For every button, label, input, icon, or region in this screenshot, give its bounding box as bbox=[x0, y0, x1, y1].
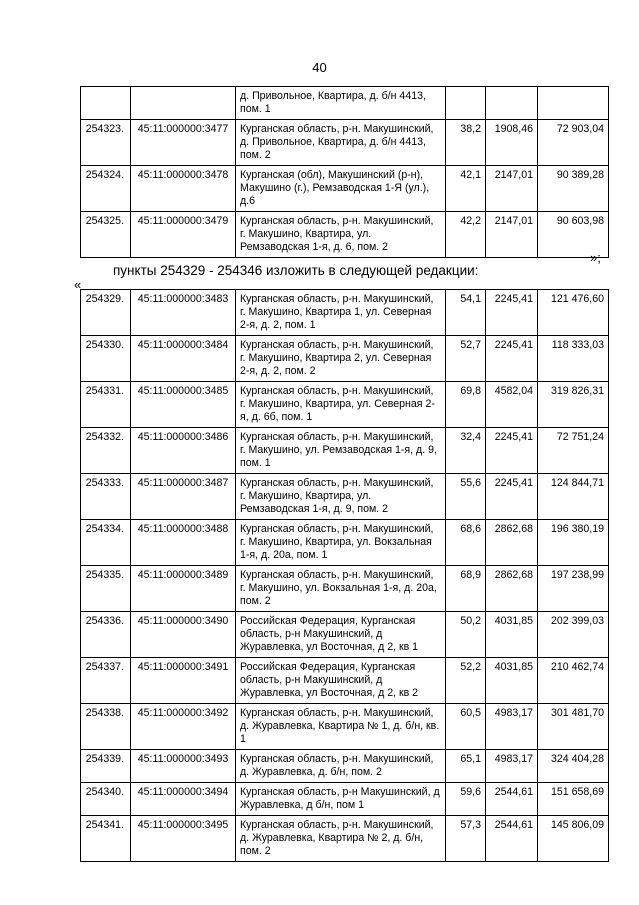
area-cell: 38,2 bbox=[446, 120, 486, 166]
cadastral-number-cell: 45:11:000000:3486 bbox=[131, 428, 236, 474]
item-number-cell: 254334. bbox=[81, 520, 131, 566]
cadastral-value-cell: 210 462,74 bbox=[538, 658, 609, 704]
cadastral-number-cell bbox=[131, 87, 236, 120]
area-cell bbox=[446, 87, 486, 120]
cadastral-number-cell: 45:11:000000:3491 bbox=[131, 658, 236, 704]
cadastral-number-cell: 45:11:000000:3490 bbox=[131, 612, 236, 658]
table-row bbox=[81, 428, 609, 474]
unit-cost-cell bbox=[486, 87, 538, 120]
address-cell: Курганская область, р-н. Макушинский, д. Журавлевка, Квартира № 1, д. б/н, кв. 1 bbox=[236, 704, 446, 750]
unit-cost-cell: 4983,17 bbox=[486, 750, 538, 783]
table-row bbox=[81, 750, 609, 783]
cadastral-number-cell: 45:11:000000:3495 bbox=[131, 816, 236, 862]
cadastral-value-cell: 151 658,69 bbox=[538, 783, 609, 816]
cadastral-value-cell: 197 238,99 bbox=[538, 566, 609, 612]
table-row bbox=[81, 87, 609, 120]
cadastral-number-cell: 45:11:000000:3494 bbox=[131, 783, 236, 816]
cadastral-value-cell: 145 806,09 bbox=[538, 816, 609, 862]
area-cell: 68,9 bbox=[446, 566, 486, 612]
unit-cost-cell: 2862,68 bbox=[486, 566, 538, 612]
item-number-cell: 254340. bbox=[81, 783, 131, 816]
area-cell: 42,1 bbox=[446, 166, 486, 212]
property-table-continued bbox=[80, 86, 609, 258]
cadastral-value-cell: 301 481,70 bbox=[538, 704, 609, 750]
item-number-cell: 254330. bbox=[81, 336, 131, 382]
table-row bbox=[81, 336, 609, 382]
closing-quote-mark: »; bbox=[590, 250, 601, 265]
unit-cost-cell: 2245,41 bbox=[486, 336, 538, 382]
opening-quote-mark: « bbox=[74, 277, 82, 292]
item-number-cell: 254338. bbox=[81, 704, 131, 750]
address-cell: Курганская область, р-н. Макушинский, г. Макушино, Квартира, ул. Ремзаводская 1-я, д. 6, пом. 2 bbox=[236, 212, 446, 258]
table-row bbox=[81, 212, 609, 258]
address-cell: Курганская область, р-н. Макушинский, д. Журавлевка, Квартира № 2, д. б/н, пом. 2 bbox=[236, 816, 446, 862]
area-cell: 55,6 bbox=[446, 474, 486, 520]
cadastral-number-cell: 45:11:000000:3479 bbox=[131, 212, 236, 258]
item-number-cell: 254332. bbox=[81, 428, 131, 474]
item-number-cell: 254323. bbox=[81, 120, 131, 166]
amendment-instruction: пункты 254329 - 254346 изложить в следующей редакции: bbox=[113, 263, 479, 278]
cadastral-number-cell: 45:11:000000:3489 bbox=[131, 566, 236, 612]
cadastral-value-cell: 196 380,19 bbox=[538, 520, 609, 566]
cadastral-value-cell: 124 844,71 bbox=[538, 474, 609, 520]
address-cell: Российская Федерация, Курганская область, р-н Макушинский, д Журавлевка, ул Восточная, д 2, кв 1 bbox=[236, 612, 446, 658]
area-cell: 52,2 bbox=[446, 658, 486, 704]
item-number-cell: 254329. bbox=[81, 290, 131, 336]
address-cell: Курганская область, р-н. Макушинский, г. Макушино, ул. Ремзаводская 1-я, д. 9, пом. 1 bbox=[236, 428, 446, 474]
table-row bbox=[81, 566, 609, 612]
cadastral-value-cell: 202 399,03 bbox=[538, 612, 609, 658]
area-cell: 59,6 bbox=[446, 783, 486, 816]
address-cell: Курганская область, р-н. Макушинский, д. Привольное, Квартира, д. б/н 4413, пом. 2 bbox=[236, 120, 446, 166]
item-number-cell: 254341. bbox=[81, 816, 131, 862]
address-cell: Курганская область, р-н. Макушинский, г. Макушино, Квартира 2, ул. Северная 2-я, д. 2, пом. 2 bbox=[236, 336, 446, 382]
item-number-cell: 254336. bbox=[81, 612, 131, 658]
page-number: 40 bbox=[312, 60, 327, 75]
unit-cost-cell: 1908,46 bbox=[486, 120, 538, 166]
area-cell: 42,2 bbox=[446, 212, 486, 258]
property-table-new-edition bbox=[80, 289, 609, 862]
table-row bbox=[81, 382, 609, 428]
table-row bbox=[81, 783, 609, 816]
unit-cost-cell: 2862,68 bbox=[486, 520, 538, 566]
cadastral-number-cell: 45:11:000000:3484 bbox=[131, 336, 236, 382]
item-number-cell: 254324. bbox=[81, 166, 131, 212]
table-row bbox=[81, 120, 609, 166]
area-cell: 60,5 bbox=[446, 704, 486, 750]
cadastral-value-cell: 72 751,24 bbox=[538, 428, 609, 474]
unit-cost-cell: 2147,01 bbox=[486, 166, 538, 212]
address-cell: д. Привольное, Квартира, д. б/н 4413, пом. 1 bbox=[236, 87, 446, 120]
cadastral-number-cell: 45:11:000000:3487 bbox=[131, 474, 236, 520]
area-cell: 54,1 bbox=[446, 290, 486, 336]
cadastral-number-cell: 45:11:000000:3488 bbox=[131, 520, 236, 566]
cadastral-value-cell bbox=[538, 87, 609, 120]
unit-cost-cell: 2245,41 bbox=[486, 428, 538, 474]
unit-cost-cell: 2544,61 bbox=[486, 783, 538, 816]
unit-cost-cell: 4031,85 bbox=[486, 612, 538, 658]
address-cell: Курганская область, р-н. Макушинский, д. Журавлевка, д. б/н, пом. 2 bbox=[236, 750, 446, 783]
address-cell: Курганская (обл), Макушинский (р-н), Макушино (г.), Ремзаводская 1-Я (ул.), д.6 bbox=[236, 166, 446, 212]
cadastral-value-cell: 90 389,28 bbox=[538, 166, 609, 212]
address-cell: Курганская область, р-н. Макушинский, г. Макушино, ул. Вокзальная 1-я, д. 20а, пом. 2 bbox=[236, 566, 446, 612]
unit-cost-cell: 2544,61 bbox=[486, 816, 538, 862]
unit-cost-cell: 4582,04 bbox=[486, 382, 538, 428]
item-number-cell: 254333. bbox=[81, 474, 131, 520]
cadastral-value-cell: 319 826,31 bbox=[538, 382, 609, 428]
address-cell: Курганская область, р-н. Макушинский, г. Макушино, Квартира, ул. Вокзальная 1-я, д. 20а, пом. 1 bbox=[236, 520, 446, 566]
address-cell: Курганская область, р-н. Макушинский, г. Макушино, Квартира, ул. Ремзаводская 1-я, д. 9, пом. 2 bbox=[236, 474, 446, 520]
unit-cost-cell: 4031,85 bbox=[486, 658, 538, 704]
cadastral-value-cell: 72 903,04 bbox=[538, 120, 609, 166]
table-row bbox=[81, 704, 609, 750]
table-row bbox=[81, 290, 609, 336]
cadastral-value-cell: 121 476,60 bbox=[538, 290, 609, 336]
table-row bbox=[81, 166, 609, 212]
cadastral-number-cell: 45:11:000000:3493 bbox=[131, 750, 236, 783]
area-cell: 52,7 bbox=[446, 336, 486, 382]
item-number-cell bbox=[81, 87, 131, 120]
cadastral-number-cell: 45:11:000000:3483 bbox=[131, 290, 236, 336]
cadastral-number-cell: 45:11:000000:3492 bbox=[131, 704, 236, 750]
table-row bbox=[81, 612, 609, 658]
item-number-cell: 254325. bbox=[81, 212, 131, 258]
cadastral-number-cell: 45:11:000000:3478 bbox=[131, 166, 236, 212]
item-number-cell: 254331. bbox=[81, 382, 131, 428]
address-cell: Курганская область, р-н Макушинский, д Журавлевка, д б/н, пом 1 bbox=[236, 783, 446, 816]
cadastral-number-cell: 45:11:000000:3485 bbox=[131, 382, 236, 428]
cadastral-number-cell: 45:11:000000:3477 bbox=[131, 120, 236, 166]
address-cell: Курганская область, р-н. Макушинский, г. Макушино, Квартира 1, ул. Северная 2-я, д. 2, пом. 1 bbox=[236, 290, 446, 336]
item-number-cell: 254335. bbox=[81, 566, 131, 612]
item-number-cell: 254337. bbox=[81, 658, 131, 704]
table-row bbox=[81, 474, 609, 520]
area-cell: 65,1 bbox=[446, 750, 486, 783]
unit-cost-cell: 2147,01 bbox=[486, 212, 538, 258]
area-cell: 68,6 bbox=[446, 520, 486, 566]
area-cell: 69,8 bbox=[446, 382, 486, 428]
unit-cost-cell: 2245,41 bbox=[486, 290, 538, 336]
unit-cost-cell: 2245,41 bbox=[486, 474, 538, 520]
table-row bbox=[81, 658, 609, 704]
table-row bbox=[81, 816, 609, 862]
table-row bbox=[81, 520, 609, 566]
cadastral-value-cell: 324 404,28 bbox=[538, 750, 609, 783]
area-cell: 32,4 bbox=[446, 428, 486, 474]
unit-cost-cell: 4983,17 bbox=[486, 704, 538, 750]
area-cell: 50,2 bbox=[446, 612, 486, 658]
cadastral-value-cell: 90 603,98 bbox=[538, 212, 609, 258]
address-cell: Российская Федерация, Курганская область, р-н Макушинский, д Журавлевка, ул Восточная, д 2, кв 2 bbox=[236, 658, 446, 704]
area-cell: 57,3 bbox=[446, 816, 486, 862]
address-cell: Курганская область, р-н. Макушинский, г. Макушино, Квартира, ул. Северная 2-я, д. 6б, пом. 1 bbox=[236, 382, 446, 428]
cadastral-value-cell: 118 333,03 bbox=[538, 336, 609, 382]
item-number-cell: 254339. bbox=[81, 750, 131, 783]
